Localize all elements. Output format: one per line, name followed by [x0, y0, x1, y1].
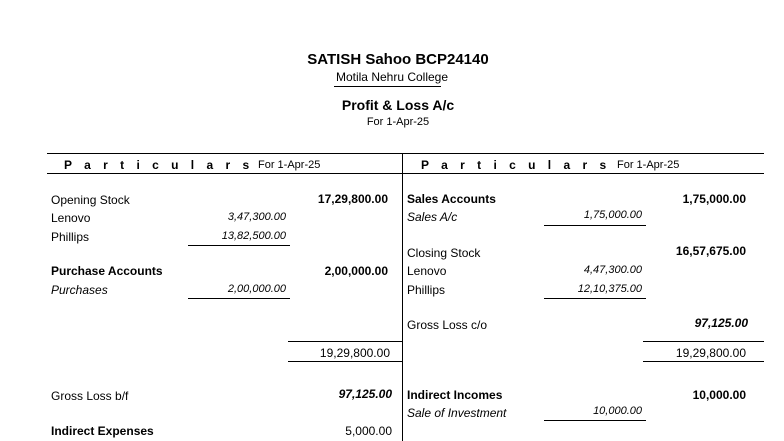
left-phillips-label: Phillips: [51, 230, 90, 244]
sales-accounts-total: 1,75,000.00: [682, 192, 746, 206]
report-title: Profit & Loss A/c: [341, 97, 455, 113]
indirect-incomes-label: Indirect Incomes: [407, 388, 503, 402]
opening-stock-total: 17,29,800.00: [317, 192, 388, 206]
left-phillips-amount: 13,82,500.00: [221, 230, 286, 242]
right-subtotal-top-line: [643, 341, 764, 342]
indirect-expenses-total: 5,000.00: [345, 424, 392, 438]
table-top-border: [47, 153, 764, 154]
left-subtotal: 19,29,800.00: [319, 346, 390, 360]
left-particulars-header: P a r t i c u l a r s: [64, 158, 254, 172]
closing-stock-label: Closing Stock: [407, 246, 481, 260]
sale-of-investment-underline: [544, 420, 646, 421]
right-phillips-amount: 12,10,375.00: [577, 283, 642, 295]
opening-stock-label: Opening Stock: [51, 193, 130, 207]
sales-accounts-label: Sales Accounts: [407, 192, 496, 206]
purchase-accounts-total: 2,00,000.00: [324, 264, 388, 278]
closing-stock-total: 16,57,675.00: [675, 244, 746, 258]
right-phillips-label: Phillips: [407, 283, 446, 297]
purchases-amount: 2,00,000.00: [227, 283, 286, 295]
purchases-label: Purchases: [51, 283, 108, 297]
gross-loss-co-label: Gross Loss c/o: [407, 318, 488, 332]
left-subtotal-bottom-line: [288, 361, 402, 362]
gross-loss-co-total: 97,125.00: [694, 316, 748, 330]
sale-of-investment-amount: 10,000.00: [593, 405, 642, 417]
right-lenovo-amount: 4,47,300.00: [583, 264, 642, 276]
report-period: For 1-Apr-25: [366, 116, 430, 128]
table-header-border: [47, 173, 764, 174]
left-subtotal-top-line: [288, 341, 402, 342]
right-date-header: For 1-Apr-25: [617, 159, 680, 171]
column-divider: [402, 153, 403, 441]
left-lenovo-label: Lenovo: [51, 211, 91, 225]
sales-ac-amount: 1,75,000.00: [583, 209, 642, 221]
left-date-header: For 1-Apr-25: [258, 159, 321, 171]
sale-of-investment-label: Sale of Investment: [407, 406, 507, 420]
left-lenovo-amount: 3,47,300.00: [227, 211, 286, 223]
purchases-underline: [188, 298, 290, 299]
college-name: Motila Nehru College: [335, 70, 449, 84]
company-name: SATISH Sahoo BCP24140: [307, 51, 489, 68]
right-particulars-header: P a r t i c u l a r s: [421, 158, 611, 172]
sales-ac-label: Sales A/c: [407, 210, 458, 224]
gross-loss-bf-label: Gross Loss b/f: [51, 389, 129, 403]
gross-loss-bf-total: 97,125.00: [338, 387, 392, 401]
indirect-expenses-label: Indirect Expenses: [51, 424, 154, 438]
right-subtotal: 19,29,800.00: [675, 346, 746, 360]
indirect-incomes-total: 10,000.00: [692, 388, 746, 402]
college-underline: [334, 86, 441, 87]
right-stock-underline: [544, 298, 646, 299]
left-stock-underline: [188, 245, 290, 246]
right-lenovo-label: Lenovo: [407, 264, 447, 278]
purchase-accounts-label: Purchase Accounts: [51, 264, 163, 278]
right-subtotal-bottom-line: [643, 361, 764, 362]
sales-ac-underline: [544, 225, 646, 226]
